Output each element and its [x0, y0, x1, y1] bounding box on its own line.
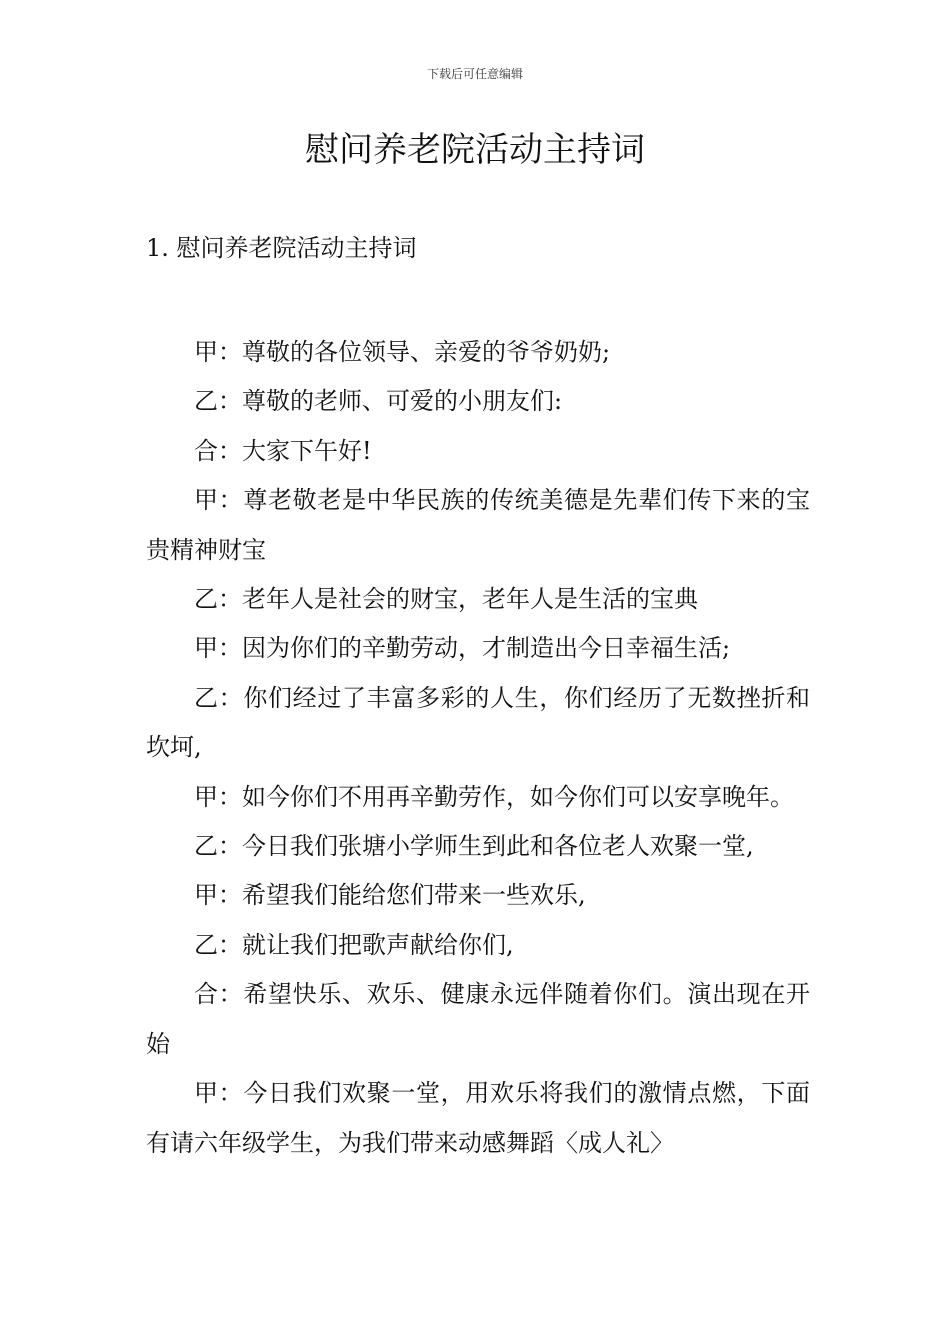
script-line: 甲：如今你们不用再辛勤劳作，如今你们可以安享晚年。: [194, 782, 794, 811]
script-line: 乙：今日我们张塘小学师生到此和各位老人欢聚一堂,: [194, 832, 754, 861]
header-note: 下载后可任意编辑: [426, 67, 523, 81]
script-line: 甲：尊敬的各位领导、亲爱的爷爷奶奶;: [194, 338, 611, 366]
script-line: 甲：因为你们的辛勤劳动，才制造出今日幸福生活;: [194, 634, 731, 663]
script-line: 合：希望快乐、欢乐、健康永远伴随着你们。演出现在开始: [146, 980, 810, 1058]
document-title: 慰问养老院活动主持词: [305, 130, 645, 170]
script-line: 甲：尊老敬老是中华民族的传统美德是先辈们传下来的宝贵精神财宝: [146, 486, 810, 564]
script-line: 合：大家下午好!: [194, 436, 372, 465]
script-line: 甲：希望我们能给您们带来一些欢乐,: [194, 881, 586, 910]
script-line: 乙：你们经过了丰富多彩的人生，你们经历了无数挫折和坎坷,: [146, 683, 810, 762]
script-line: 乙：老年人是社会的财宝，老年人是生活的宝典: [194, 585, 698, 614]
section-heading: 1. 慰问养老院活动主持词: [146, 234, 417, 262]
script-line: 乙：尊敬的老师、可爱的小朋友们:: [194, 387, 563, 416]
document-body: [146, 328, 810, 1168]
script-line: 乙：就让我们把歌声献给你们,: [194, 930, 514, 959]
script-line: 甲：今日我们欢聚一堂，用欢乐将我们的激情点燃，下面有请六年级学生，为我们带来动感舞蹈〈成人礼〉: [146, 1079, 810, 1157]
